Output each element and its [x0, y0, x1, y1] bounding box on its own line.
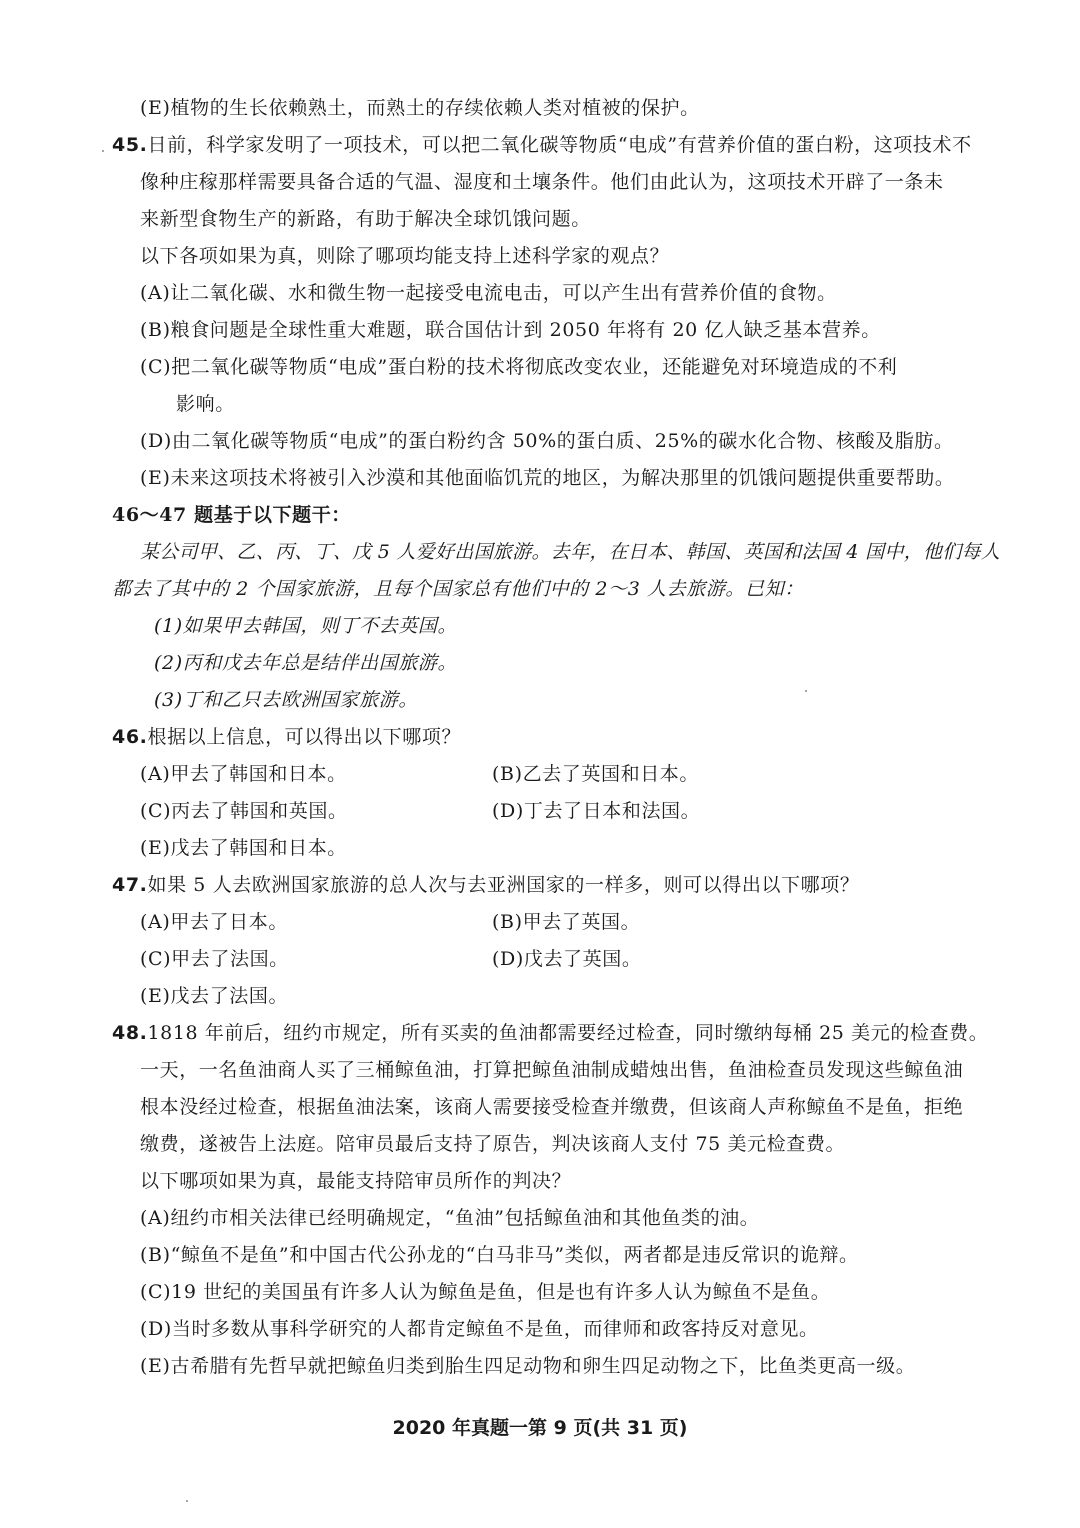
- q46-option-e: (E)戊去了韩国和日本。: [140, 837, 347, 859]
- shared-stem-heading: 46～47 题基于以下题干：: [112, 504, 351, 526]
- q46-option-a: (A)甲去了韩国和日本。: [140, 763, 347, 785]
- q48-number: 48.: [112, 1022, 148, 1044]
- q47-stem: [112, 873, 859, 897]
- q47-option-e: (E)戊去了法国。: [140, 985, 289, 1007]
- q48-option-e: (E)古希腊有先哲早就把鲸鱼归类到胎生四足动物和卵生四足动物之下，比鱼类更高一级。: [140, 1355, 916, 1377]
- scan-speck: [186, 1500, 188, 1502]
- q46-option-d: (D)丁去了日本和法国。: [492, 800, 701, 822]
- q47-option-a: (A)甲去了日本。: [140, 911, 288, 933]
- q44-option-e: (E)植物的生长依赖熟土，而熟土的存续依赖人类对植被的保护。: [140, 97, 700, 119]
- q47-option-b: (B)甲去了英国。: [492, 911, 641, 933]
- q47-option-c: (C)甲去了法国。: [140, 948, 289, 970]
- q48-option-b: (B)“鲸鱼不是鱼”和中国古代公孙龙的“白马非马”类似，两者都是违反常识的诡辩。: [140, 1244, 859, 1266]
- shared-stem-line-2: 都去了其中的 2 个国家旅游，且每个国家总有他们中的 2～3 人去旅游。已知：: [112, 578, 804, 600]
- q48-question: 以下哪项如果为真，最能支持陪审员所作的判决？: [140, 1170, 572, 1192]
- q45-question: 以下各项如果为真，则除了哪项均能支持上述科学家的观点？: [140, 245, 670, 267]
- q47-stem-text: 如果 5 人去欧洲国家旅游的总人次与去亚洲国家的一样多，则可以得出以下哪项？: [147, 874, 860, 896]
- q48-option-c: (C)19 世纪的美国虽有许多人认为鲸鱼是鱼，但是也有许多人认为鲸鱼不是鱼。: [140, 1281, 831, 1303]
- q48-stem-line-3: 根本没经过检查，根据鱼油法案，该商人需要接受检查并缴费，但该商人声称鲸鱼不是鱼，拒绝: [140, 1096, 964, 1118]
- q48-option-a: (A)纽约市相关法律已经明确规定，“鱼油”包括鲸鱼油和其他鱼类的油。: [140, 1207, 760, 1229]
- q45-stem-line-2: 像种庄稼那样需要具备合适的气温、湿度和土壤条件。他们由此认为，这项技术开辟了一条未: [140, 171, 944, 193]
- q45-number: 45.: [112, 134, 148, 156]
- q48-stem-line-1: [112, 1021, 988, 1045]
- q46-stem: [112, 725, 461, 749]
- q45-option-c-line-2: 影响。: [176, 393, 235, 415]
- scan-speck: [805, 690, 807, 692]
- q46-number: 46.: [112, 726, 148, 748]
- q47-option-d: (D)戊去了英国。: [492, 948, 642, 970]
- q45-stem-text-1: 日前，科学家发明了一项技术，可以把二氧化碳等物质“电成”有营养价值的蛋白粉，这项技术不: [147, 134, 972, 156]
- condition-3: (3)丁和乙只去欧洲国家旅游。: [154, 689, 418, 711]
- q45-option-b: (B)粮食问题是全球性重大难题，联合国估计到 2050 年将有 20 亿人缺乏基本营养。: [140, 319, 881, 341]
- q48-stem-text-1: 1818 年前后，纽约市规定，所有买卖的鱼油都需要经过检查，同时缴纳每桶 25 美元的检查费。: [147, 1022, 989, 1044]
- scan-speck: [102, 150, 104, 152]
- q45-stem-line-3: 来新型食物生产的新路，有助于解决全球饥饿问题。: [140, 208, 591, 230]
- q45-option-e: (E)未来这项技术将被引入沙漠和其他面临饥荒的地区，为解决那里的饥饿问题提供重要帮助。: [140, 467, 955, 489]
- q45-option-d: (D)由二氧化碳等物质“电成”的蛋白粉约含 50%的蛋白质、25%的碳水化合物、核酸及脂肪。: [140, 430, 954, 452]
- q46-option-b: (B)乙去了英国和日本。: [492, 763, 699, 785]
- page-footer: 2020 年真题一第 9 页(共 31 页): [392, 1417, 688, 1439]
- condition-2: (2)丙和戊去年总是结伴出国旅游。: [154, 652, 458, 674]
- q46-option-c: (C)丙去了韩国和英国。: [140, 800, 348, 822]
- q45-option-a: (A)让二氧化碳、水和微生物一起接受电流电击，可以产生出有营养价值的食物。: [140, 282, 837, 304]
- q48-stem-line-2: 一天，一名鱼油商人买了三桶鲸鱼油，打算把鲸鱼油制成蜡烛出售，鱼油检查员发现这些鲸鱼油: [140, 1059, 964, 1081]
- q48-option-d: (D)当时多数从事科学研究的人都肯定鲸鱼不是鱼，而律师和政客持反对意见。: [140, 1318, 819, 1340]
- condition-1: (1)如果甲去韩国，则丁不去英国。: [154, 615, 458, 637]
- q45-stem-line-1: [112, 133, 972, 157]
- q46-stem-text: 根据以上信息，可以得出以下哪项？: [147, 726, 462, 748]
- q48-stem-line-4: 缴费，遂被告上法庭。陪审员最后支持了原告，判决该商人支付 75 美元检查费。: [140, 1133, 846, 1155]
- q45-option-c-line-1: (C)把二氧化碳等物质“电成”蛋白粉的技术将彻底改变农业，还能避免对环境造成的不利: [140, 356, 898, 378]
- shared-stem-line-1: 某公司甲、乙、丙、丁、戊 5 人爱好出国旅游。去年，在日本、韩国、英国和法国 4 国中，他们每人: [140, 541, 1001, 563]
- q47-number: 47.: [112, 874, 148, 896]
